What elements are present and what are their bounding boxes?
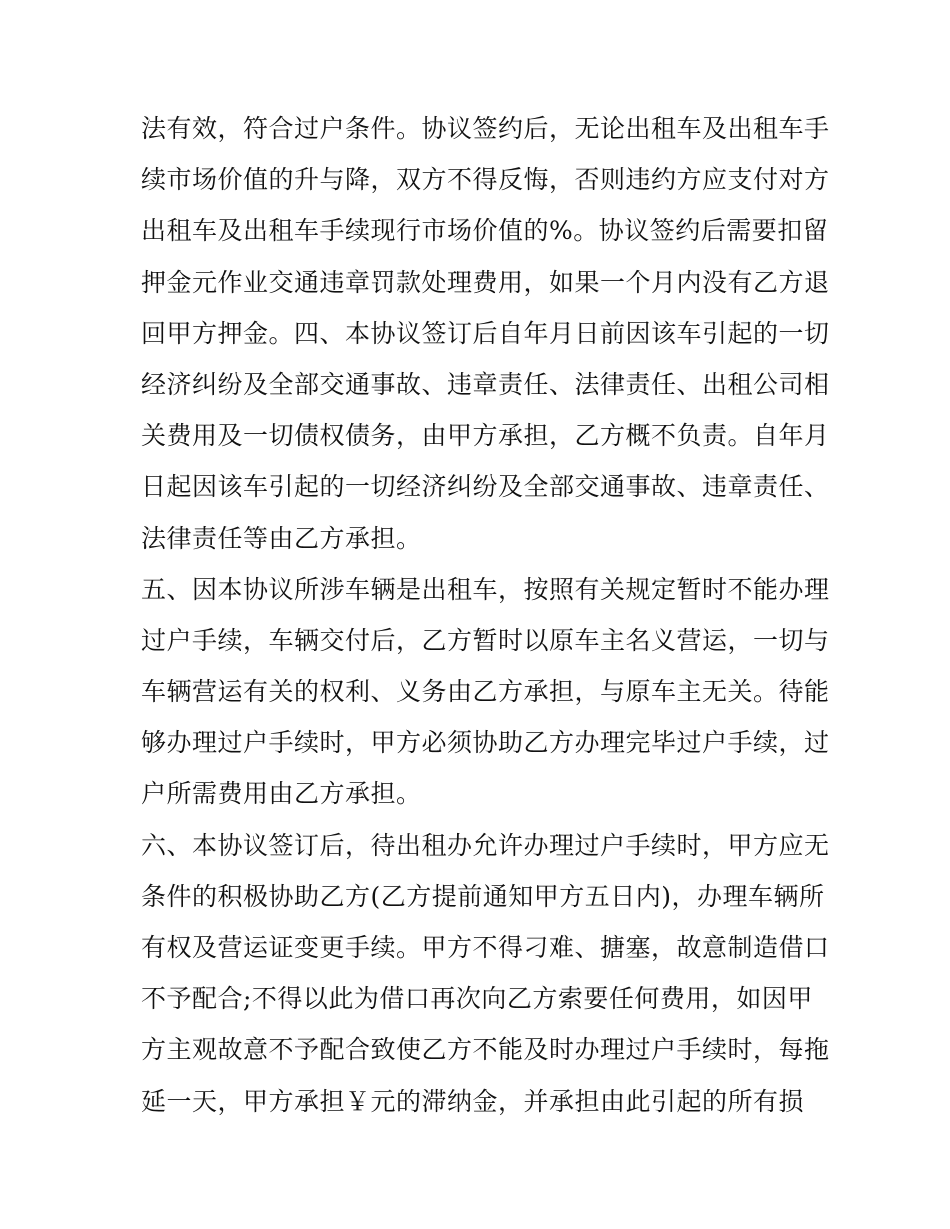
text-line: 条件的积极协助乙方(乙方提前通知甲方五日内)，办理车辆所 xyxy=(141,881,825,911)
text-line: 押金元作业交通违章罚款处理费用，如果一个月内没有乙方退 xyxy=(141,267,830,297)
text-line: 不予配合;不得以此为借口再次向乙方索要任何费用，如因甲 xyxy=(141,984,813,1014)
text-line: 关费用及一切债权债务，由甲方承担，乙方概不负责。自年月 xyxy=(141,421,830,451)
text-line: 续市场价值的升与降，双方不得反悔，否则违约方应支付对方 xyxy=(141,165,830,195)
text-line: 有权及营运证变更手续。甲方不得刁难、搪塞，故意制造借口 xyxy=(141,933,830,962)
text-line: 方主观故意不予配合致使乙方不能及时办理过户手续时，每拖 xyxy=(141,1035,830,1065)
text-line: 够办理过户手续时，甲方必须协助乙方办理完毕过户手续，过 xyxy=(141,728,830,758)
text-line: 户所需费用由乙方承担。 xyxy=(141,779,422,809)
text-line: 法有效，符合过户条件。协议签约后，无论出租车及出租车手 xyxy=(141,114,830,143)
document-body xyxy=(141,103,831,1127)
text-line: 过户手续，车辆交付后，乙方暂时以原车主名义营运，一切与 xyxy=(141,625,830,655)
text-line: 经济纠纷及全部交通事故、违章责任、法律责任、出租公司相 xyxy=(141,369,830,399)
text-line: 日起因该车引起的一切经济纠纷及全部交通事故、违章责任、 xyxy=(141,472,830,502)
section-six-start: 六、本协议签订后，待出租办允许办理过户手续时，甲方应无 xyxy=(141,830,830,860)
text-line: 延一天，甲方承担￥元的滞纳金，并承担由此引起的所有损 xyxy=(141,1086,805,1116)
text-line: 回甲方押金。四、本协议签订后自年月日前因该车引起的一切 xyxy=(141,318,830,348)
text-line: 车辆营运有关的权利、义务由乙方承担，与原车主无关。待能 xyxy=(141,677,830,707)
section-five-start: 五、因本协议所涉车辆是出租车，按照有关规定暂时不能办理 xyxy=(141,574,830,604)
text-line: 法律责任等由乙方承担。 xyxy=(141,523,422,553)
text-line: 出租车及出租车手续现行市场价值的%。协议签约后需要扣留 xyxy=(141,216,829,246)
